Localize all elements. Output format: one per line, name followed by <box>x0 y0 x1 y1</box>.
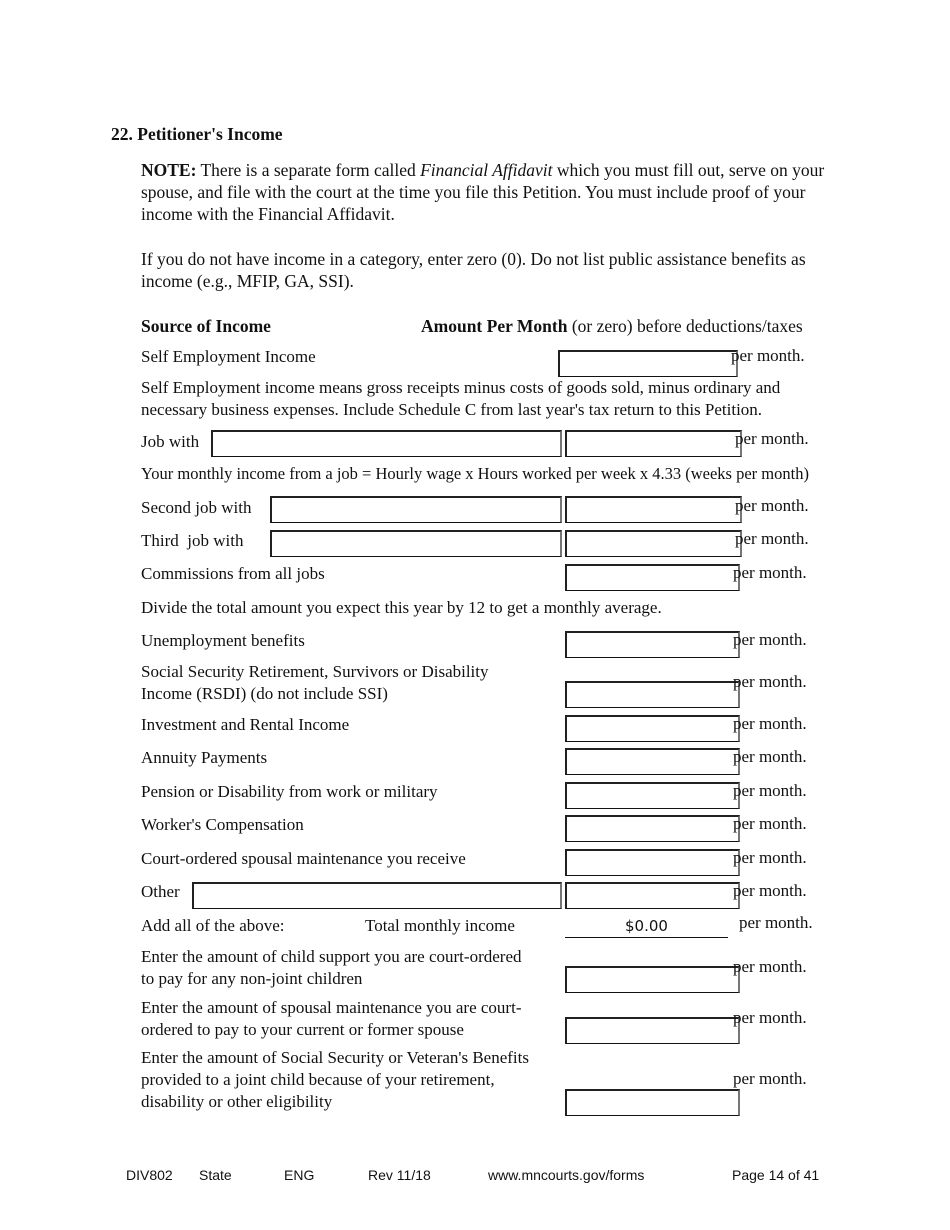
label-child-support-line1: Enter the amount of child support you are court-ordered <box>141 947 522 966</box>
label-pension: Pension or Disability from work or military <box>141 782 438 801</box>
per-month-ss-vet: per month. <box>733 1069 807 1088</box>
per-month-self-employment: per month. <box>731 346 805 365</box>
annuity-amount-field[interactable] <box>565 748 740 775</box>
note-label: NOTE: <box>141 160 197 180</box>
label-rsdi-line1: Social Security Retirement, Survivors or Disability <box>141 662 489 681</box>
label-ss-vet-line1: Enter the amount of Social Security or Veteran's Benefits <box>141 1048 529 1067</box>
label-add-all: Add all of the above: <box>141 916 285 935</box>
rsdi-amount-field[interactable] <box>565 681 740 708</box>
label-total-monthly-income: Total monthly income <box>365 916 515 935</box>
per-month-workers-comp: per month. <box>733 814 807 833</box>
label-rsdi-line2: Income (RSDI) (do not include SSI) <box>141 684 388 703</box>
other-amount-field[interactable] <box>565 882 740 909</box>
per-month-unemployment: per month. <box>733 630 807 649</box>
job-income-note: Your monthly income from a job = Hourly wage x Hours worked per week x 4.33 (weeks per month) <box>141 464 809 483</box>
other-source-field[interactable] <box>192 882 562 909</box>
self-employment-note: Self Employment income means gross receipts minus costs of goods sold, minus ordinary and necessary business expenses. Include Schedule C from last year's tax return to this Petition. <box>141 378 781 419</box>
note-text-2: which you must fill out, serve on your spouse, and file with the court at the time you file this Petition. You must include proof of your income with the Financial Affidavit. <box>141 160 825 224</box>
label-child-support-line2: to pay for any non-joint children <box>141 969 363 988</box>
label-second-job: Second job with <box>141 498 252 517</box>
third-job-amount-field[interactable] <box>565 530 742 557</box>
label-workers-comp: Worker's Compensation <box>141 815 304 834</box>
child-support-amount-field[interactable] <box>565 966 740 993</box>
ss-vet-amount-field[interactable] <box>565 1089 740 1116</box>
label-ss-vet-line2: provided to a joint child because of your retirement, <box>141 1070 495 1089</box>
per-month-investment: per month. <box>733 714 807 733</box>
total-monthly-income-value: $0.00 <box>565 915 728 938</box>
label-spousal-pay-line2: ordered to pay to your current or former spouse <box>141 1020 464 1039</box>
commissions-amount-field[interactable] <box>565 564 740 591</box>
second-job-employer-field[interactable] <box>270 496 562 523</box>
per-month-second-job: per month. <box>735 496 809 515</box>
column-header-source: Source of Income <box>141 316 271 336</box>
financial-affidavit-title: Financial Affidavit <box>420 160 553 180</box>
spousal-pay-amount-field[interactable] <box>565 1017 740 1044</box>
label-spousal-receive: Court-ordered spousal maintenance you receive <box>141 849 466 868</box>
label-annuity: Annuity Payments <box>141 748 268 767</box>
label-unemployment: Unemployment benefits <box>141 631 305 650</box>
per-month-third-job: per month. <box>735 529 809 548</box>
section-title: 22. Petitioner's Income <box>111 124 283 144</box>
label-spousal-pay-line1: Enter the amount of spousal maintenance you are court- <box>141 998 522 1017</box>
label-commissions: Commissions from all jobs <box>141 564 325 583</box>
footer-form-id: DIV802 <box>126 1167 173 1183</box>
job-employer-field[interactable] <box>211 430 562 457</box>
label-self-employment: Self Employment Income <box>141 347 316 366</box>
footer-state: State <box>199 1167 232 1183</box>
footer-revision: Rev 11/18 <box>368 1167 431 1183</box>
commissions-note: Divide the total amount you expect this year by 12 to get a monthly average. <box>141 598 662 617</box>
column-header-amount-rest: (or zero) before deductions/taxes <box>567 316 803 336</box>
per-month-commissions: per month. <box>733 563 807 582</box>
footer-language: ENG <box>284 1167 315 1183</box>
label-ss-vet-line3: disability or other eligibility <box>141 1092 333 1111</box>
pension-amount-field[interactable] <box>565 782 740 809</box>
label-third-job: Third job with <box>141 531 244 550</box>
third-job-employer-field[interactable] <box>270 530 562 557</box>
column-header-amount-bold: Amount Per Month <box>421 316 568 336</box>
per-month-child-support: per month. <box>733 957 807 976</box>
column-header-amount <box>421 315 803 337</box>
spousal-receive-amount-field[interactable] <box>565 849 740 876</box>
label-other: Other <box>141 882 180 901</box>
label-investment: Investment and Rental Income <box>141 715 350 734</box>
per-month-job: per month. <box>735 429 809 448</box>
note-paragraph <box>141 159 841 225</box>
per-month-other: per month. <box>733 881 807 900</box>
unemployment-amount-field[interactable] <box>565 631 740 658</box>
footer-url: www.mncourts.gov/forms <box>488 1167 645 1183</box>
note-text-1: There is a separate form called <box>196 160 421 180</box>
footer-page-number: Page 14 of 41 <box>732 1167 820 1183</box>
label-job-with: Job with <box>141 432 200 451</box>
per-month-spousal-receive: per month. <box>733 848 807 867</box>
workers-comp-amount-field[interactable] <box>565 815 740 842</box>
investment-amount-field[interactable] <box>565 715 740 742</box>
second-job-amount-field[interactable] <box>565 496 742 523</box>
self-employment-amount-field[interactable] <box>558 350 738 377</box>
per-month-pension: per month. <box>733 781 807 800</box>
job-amount-field[interactable] <box>565 430 742 457</box>
per-month-total: per month. <box>739 913 813 932</box>
per-month-rsdi: per month. <box>733 672 807 691</box>
per-month-annuity: per month. <box>733 747 807 766</box>
per-month-spousal-pay: per month. <box>733 1008 807 1027</box>
instructions-paragraph: If you do not have income in a category, enter zero (0). Do not list public assistance benefits as income (e.g., MFIP, GA, SSI). <box>141 249 806 291</box>
